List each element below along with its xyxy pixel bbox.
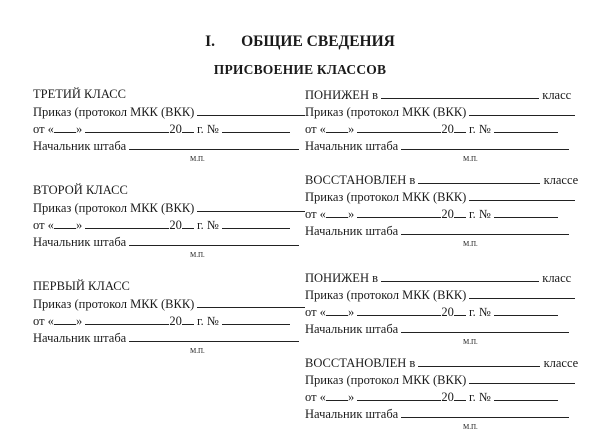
year-field[interactable] (182, 312, 194, 325)
date-from-label: от « (305, 390, 326, 404)
chief-signature-field[interactable] (129, 329, 299, 342)
quote-close: » (75, 218, 83, 232)
chief-label: Начальник штаба (305, 322, 399, 336)
year-field[interactable] (454, 120, 466, 133)
class-suffix: классе (543, 356, 579, 370)
status-prefix: ВОССТАНОВЛЕН в (305, 173, 416, 187)
status-prefix: ВОССТАНОВЛЕН в (305, 356, 416, 370)
year-prefix: 20 (169, 314, 182, 328)
day-field[interactable] (54, 216, 76, 229)
class-block-third (33, 86, 299, 165)
order-field[interactable] (469, 188, 575, 201)
year-field[interactable] (454, 205, 466, 218)
chief-signature-field[interactable] (401, 137, 569, 150)
stamp-label: М.П. (463, 155, 478, 163)
chief-label: Начальник штаба (305, 407, 399, 421)
number-field[interactable] (494, 388, 558, 401)
chief-label: Начальник штаба (305, 224, 399, 238)
chief-signature-field[interactable] (401, 405, 569, 418)
number-field[interactable] (222, 216, 290, 229)
order-label: Приказ (протокол МКК (ВКК) (305, 190, 467, 204)
number-field[interactable] (494, 303, 558, 316)
order-field[interactable] (469, 371, 575, 384)
number-label: г. № (196, 218, 219, 232)
day-field[interactable] (54, 120, 76, 133)
year-prefix: 20 (169, 218, 182, 232)
date-from-label: от « (305, 305, 326, 319)
class-title: ВТОРОЙ КЛАСС (33, 183, 128, 197)
class-suffix: класс (542, 271, 572, 285)
class-title: ПЕРВЫЙ КЛАСС (33, 279, 130, 293)
class-suffix: классе (543, 173, 579, 187)
section-number: I. (205, 33, 216, 50)
month-field[interactable] (357, 120, 441, 133)
year-field[interactable] (454, 388, 466, 401)
stamp-label: М.П. (190, 155, 205, 163)
chief-label: Начальник штаба (33, 331, 127, 345)
number-field[interactable] (222, 312, 290, 325)
class-field[interactable] (381, 86, 539, 99)
number-field[interactable] (494, 205, 558, 218)
stamp-label: М.П. (463, 240, 478, 248)
day-field[interactable] (326, 303, 348, 316)
order-field[interactable] (197, 199, 305, 212)
chief-label: Начальник штаба (305, 139, 399, 153)
order-label: Приказ (протокол МКК (ВКК) (305, 288, 467, 302)
chief-signature-field[interactable] (129, 137, 299, 150)
quote-close: » (347, 305, 355, 319)
status-prefix: ПОНИЖЕН в (305, 271, 378, 285)
chief-label: Начальник штаба (33, 235, 127, 249)
number-label: г. № (468, 207, 491, 221)
year-prefix: 20 (169, 122, 182, 136)
order-label: Приказ (протокол МКК (ВКК) (305, 373, 467, 387)
year-prefix: 20 (441, 305, 454, 319)
right-column (305, 86, 579, 433)
status-block-demoted-2 (305, 269, 572, 348)
class-field[interactable] (418, 171, 540, 184)
quote-close: » (347, 207, 355, 221)
order-field[interactable] (469, 103, 575, 116)
number-label: г. № (468, 305, 491, 319)
order-field[interactable] (469, 286, 575, 299)
year-prefix: 20 (441, 207, 454, 221)
month-field[interactable] (357, 205, 441, 218)
section-title: ОБЩИЕ СВЕДЕНИЯ (241, 33, 395, 50)
date-from-label: от « (33, 314, 54, 328)
stamp-label: М.П. (463, 423, 478, 431)
stamp-label: М.П. (190, 251, 205, 259)
date-from-label: от « (33, 122, 54, 136)
year-prefix: 20 (441, 122, 454, 136)
quote-close: » (347, 122, 355, 136)
number-label: г. № (468, 122, 491, 136)
order-label: Приказ (протокол МКК (ВКК) (33, 105, 195, 119)
number-field[interactable] (494, 120, 558, 133)
quote-close: » (75, 314, 83, 328)
chief-signature-field[interactable] (401, 320, 569, 333)
class-block-first (33, 278, 299, 357)
class-block-second (33, 182, 299, 261)
stamp-label: М.П. (190, 347, 205, 355)
chief-label: Начальник штаба (33, 139, 127, 153)
status-block-restored-2 (305, 354, 579, 433)
month-field[interactable] (85, 216, 169, 229)
order-label: Приказ (протокол МКК (ВКК) (33, 297, 195, 311)
month-field[interactable] (85, 120, 169, 133)
status-prefix: ПОНИЖЕН в (305, 88, 378, 102)
month-field[interactable] (85, 312, 169, 325)
year-prefix: 20 (441, 390, 454, 404)
class-field[interactable] (418, 354, 540, 367)
chief-signature-field[interactable] (129, 233, 299, 246)
page-subtitle: ПРИСВОЕНИЕ КЛАССОВ (213, 62, 387, 77)
status-block-demoted-1 (305, 86, 572, 165)
year-field[interactable] (182, 120, 194, 133)
number-field[interactable] (222, 120, 290, 133)
class-suffix: класс (542, 88, 572, 102)
day-field[interactable] (326, 120, 348, 133)
chief-signature-field[interactable] (401, 222, 569, 235)
number-label: г. № (196, 314, 219, 328)
left-column (33, 86, 299, 357)
date-from-label: от « (305, 122, 326, 136)
number-label: г. № (196, 122, 219, 136)
quote-close: » (75, 122, 83, 136)
year-field[interactable] (454, 303, 466, 316)
class-field[interactable] (381, 269, 539, 282)
month-field[interactable] (357, 388, 441, 401)
date-from-label: от « (305, 207, 326, 221)
number-label: г. № (468, 390, 491, 404)
order-field[interactable] (197, 295, 305, 308)
stamp-label: М.П. (463, 338, 478, 346)
section-heading (0, 33, 600, 51)
month-field[interactable] (357, 303, 441, 316)
status-block-restored-1 (305, 171, 579, 250)
class-title: ТРЕТИЙ КЛАСС (33, 87, 126, 101)
day-field[interactable] (326, 388, 348, 401)
year-field[interactable] (182, 216, 194, 229)
day-field[interactable] (326, 205, 348, 218)
quote-close: » (347, 390, 355, 404)
date-from-label: от « (33, 218, 54, 232)
day-field[interactable] (54, 312, 76, 325)
order-label: Приказ (протокол МКК (ВКК) (305, 105, 467, 119)
order-field[interactable] (197, 103, 305, 116)
order-label: Приказ (протокол МКК (ВКК) (33, 201, 195, 215)
